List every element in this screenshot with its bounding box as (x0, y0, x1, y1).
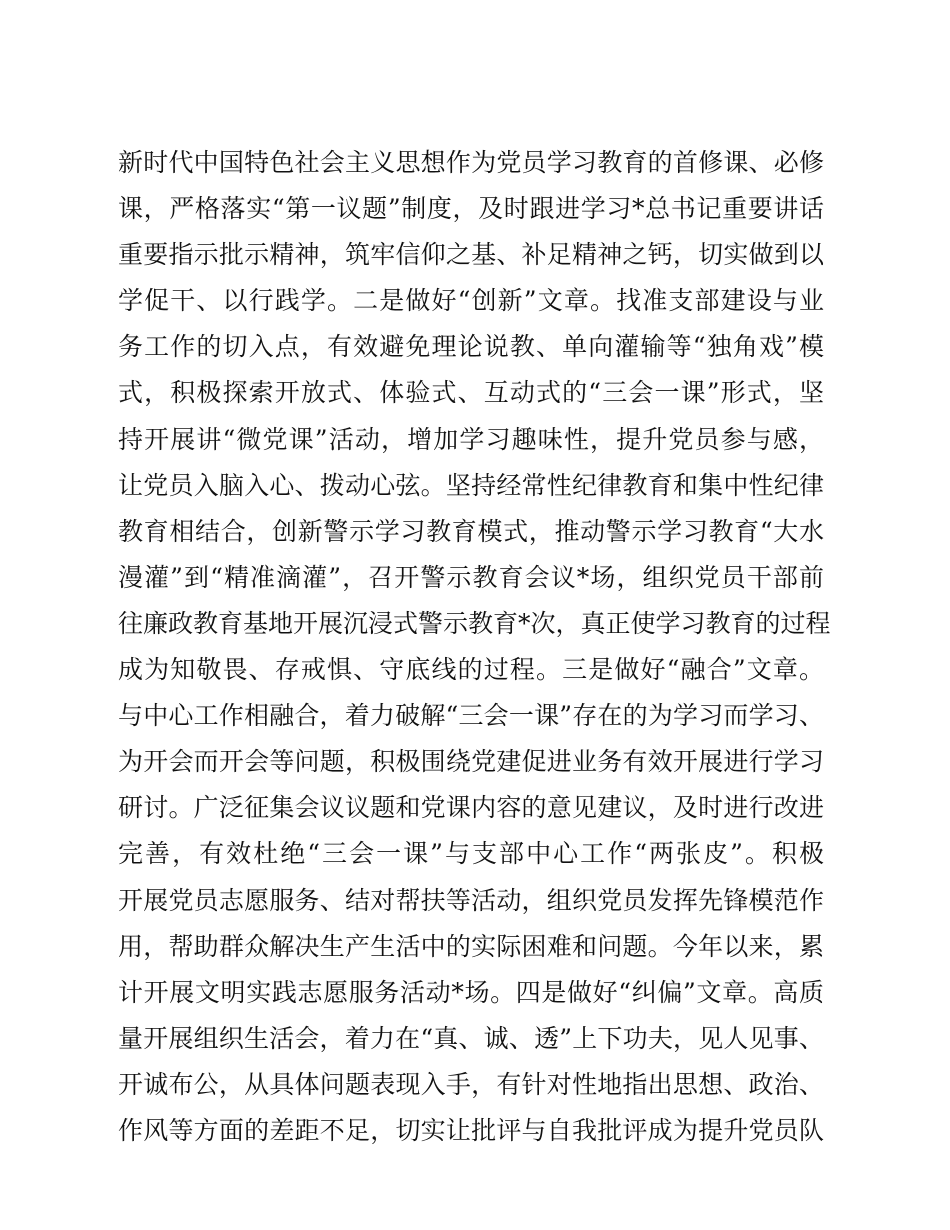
text-line: 为开会而开会等问题，积极围绕党建促进业务有效开展进行学习 (118, 747, 824, 777)
text-line: 教育相结合，创新警示学习教育模式，推动警示学习教育“大水 (118, 516, 824, 546)
text-line: 务工作的切入点，有效避免理论说教、单向灌输等“独角戏”模 (118, 332, 824, 362)
text-line: 重要指示批示精神，筑牢信仰之基、补足精神之钙，切实做到以 (118, 240, 824, 270)
text-line: 让党员入脑入心、拨动心弦。坚持经常性纪律教育和集中性纪律 (118, 470, 824, 500)
text-line: 作风等方面的差距不足，切实让批评与自我批评成为提升党员队 (118, 1115, 824, 1145)
text-line: 式，积极探索开放式、体验式、互动式的“三会一课”形式，坚 (118, 378, 824, 408)
text-line: 持开展讲“微党课”活动，增加学习趣味性，提升党员参与感， (118, 424, 824, 454)
text-line: 成为知敬畏、存戒惧、守底线的过程。三是做好“融合”文章。 (118, 655, 824, 685)
text-line: 新时代中国特色社会主义思想作为党员学习教育的首修课、必修 (118, 148, 824, 177)
text-line: 学促干、以行践学。二是做好“创新”文章。找准支部建设与业 (118, 286, 824, 316)
text-line: 课，严格落实“第一议题”制度，及时跟进学习*总书记重要讲话 (118, 194, 824, 224)
text-line: 用，帮助群众解决生产生活中的实际困难和问题。今年以来，累 (118, 931, 824, 961)
text-line: 研讨。广泛征集会议议题和党课内容的意见建议，及时进行改进 (118, 793, 824, 823)
text-line: 计开展文明实践志愿服务活动*场。四是做好“纠偏”文章。高质 (118, 977, 824, 1007)
text-line: 量开展组织生活会，着力在“真、诚、透”上下功夫，见人见事、 (118, 1023, 824, 1053)
document-body (118, 140, 831, 1154)
text-line: 开诚布公，从具体问题表现入手，有针对性地指出思想、政治、 (118, 1069, 824, 1099)
text-line: 漫灌”到“精准滴灌”，召开警示教育会议*场，组织党员干部前 (118, 562, 824, 592)
text-line: 与中心工作相融合，着力破解“三会一课”存在的为学习而学习、 (118, 701, 824, 731)
text-line: 往廉政教育基地开展沉浸式警示教育*次，真正使学习教育的过程 (118, 608, 831, 638)
text-line: 完善，有效杜绝“三会一课”与支部中心工作“两张皮”。积极 (118, 839, 824, 869)
text-line: 开展党员志愿服务、结对帮扶等活动，组织党员发挥先锋模范作 (118, 885, 824, 915)
